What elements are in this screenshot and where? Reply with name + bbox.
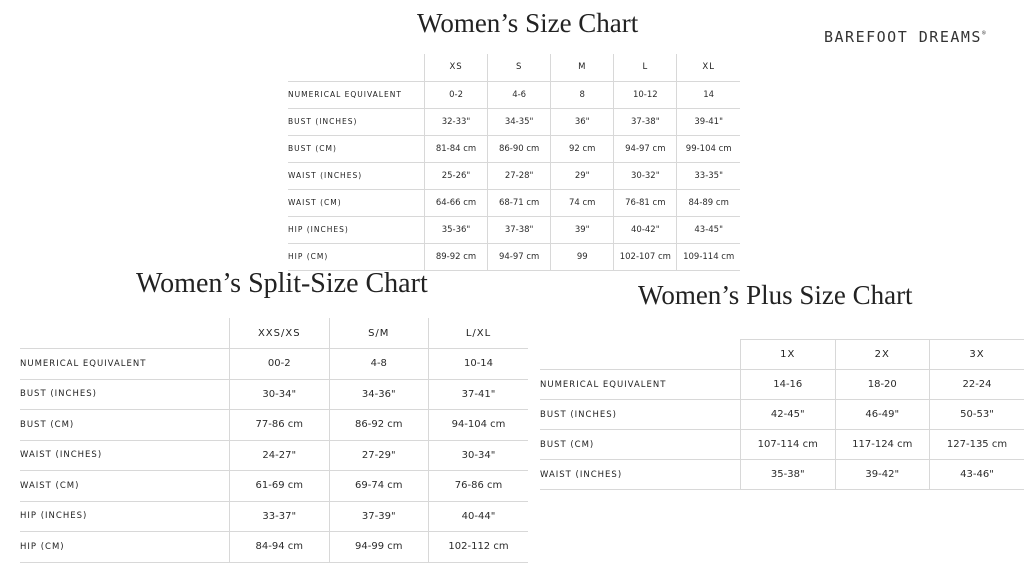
measurement-value: 64-66 cm xyxy=(425,189,488,216)
measurement-value: 10-14 xyxy=(429,349,529,380)
size-column-header: S/M xyxy=(329,318,429,349)
size-column-header: XS xyxy=(425,54,488,81)
measurement-label: NUMERICAL EQUIVALENT xyxy=(540,370,741,400)
measurement-value: 46-49" xyxy=(835,400,930,430)
measurement-value: 42-45" xyxy=(741,400,836,430)
measurement-value: 39" xyxy=(551,216,614,243)
measurement-value: 84-89 cm xyxy=(677,189,740,216)
measurement-value: 84-94 cm xyxy=(230,532,330,563)
measurement-label: BUST (INCHES) xyxy=(20,379,230,410)
measurement-label: NUMERICAL EQUIVALENT xyxy=(20,349,230,380)
size-column-header: XL xyxy=(677,54,740,81)
measurement-value: 102-112 cm xyxy=(429,532,529,563)
table-row xyxy=(540,400,1024,430)
measurement-value: 61-69 cm xyxy=(230,471,330,502)
measurement-value: 4-8 xyxy=(329,349,429,380)
measurement-label: WAIST (CM) xyxy=(288,189,425,216)
measurement-value: 30-34" xyxy=(230,379,330,410)
table-row xyxy=(20,532,528,563)
measurement-value: 35-36" xyxy=(425,216,488,243)
measurement-value: 68-71 cm xyxy=(488,189,551,216)
measurement-value: 40-42" xyxy=(614,216,677,243)
womens-plus-size-chart-title: Women’s Plus Size Chart xyxy=(638,280,913,310)
table-row xyxy=(540,460,1024,490)
size-column-header: L xyxy=(614,54,677,81)
womens-split-size-chart-title: Women’s Split-Size Chart xyxy=(136,268,428,299)
measurement-value: 25-26" xyxy=(425,162,488,189)
measurement-value: 37-41" xyxy=(429,379,529,410)
table-row xyxy=(540,430,1024,460)
measurement-label: BUST (CM) xyxy=(20,410,230,441)
table-row xyxy=(288,81,740,108)
header-corner-cell xyxy=(20,318,230,349)
measurement-label: NUMERICAL EQUIVALENT xyxy=(288,81,425,108)
measurement-value: 36" xyxy=(551,108,614,135)
measurement-value: 77-86 cm xyxy=(230,410,330,441)
measurement-value: 94-104 cm xyxy=(429,410,529,441)
table-row xyxy=(288,216,740,243)
womens-size-table xyxy=(288,54,740,271)
measurement-label: WAIST (INCHES) xyxy=(20,440,230,471)
measurement-value: 43-45" xyxy=(677,216,740,243)
womens-size-chart-title: Women’s Size Chart xyxy=(417,8,639,38)
measurement-value: 22-24 xyxy=(930,370,1024,400)
measurement-label: BUST (CM) xyxy=(540,430,741,460)
measurement-value: 107-114 cm xyxy=(741,430,836,460)
womens-split-size-table xyxy=(20,318,528,563)
table-row xyxy=(288,189,740,216)
measurement-value: 30-32" xyxy=(614,162,677,189)
measurement-value: 76-86 cm xyxy=(429,471,529,502)
measurement-value: 76-81 cm xyxy=(614,189,677,216)
measurement-value: 99-104 cm xyxy=(677,135,740,162)
measurement-value: 50-53" xyxy=(930,400,1024,430)
measurement-value: 81-84 cm xyxy=(425,135,488,162)
measurement-label: HIP (CM) xyxy=(20,532,230,563)
size-header-row xyxy=(288,54,740,81)
measurement-value: 89-92 cm xyxy=(425,243,488,270)
registered-mark: ® xyxy=(981,30,986,37)
measurement-value: 14-16 xyxy=(741,370,836,400)
measurement-value: 24-27" xyxy=(230,440,330,471)
measurement-value: 92 cm xyxy=(551,135,614,162)
measurement-value: 94-99 cm xyxy=(329,532,429,563)
measurement-value: 94-97 cm xyxy=(488,243,551,270)
table-row xyxy=(540,370,1024,400)
measurement-value: 8 xyxy=(551,81,614,108)
measurement-value: 86-90 cm xyxy=(488,135,551,162)
size-column-header: 1X xyxy=(741,340,836,370)
measurement-label: WAIST (CM) xyxy=(20,471,230,502)
table-row xyxy=(20,410,528,441)
table-row xyxy=(288,108,740,135)
measurement-value: 0-2 xyxy=(425,81,488,108)
measurement-value: 10-12 xyxy=(614,81,677,108)
measurement-value: 117-124 cm xyxy=(835,430,930,460)
measurement-value: 43-46" xyxy=(930,460,1024,490)
size-column-header: L/XL xyxy=(429,318,529,349)
measurement-value: 94-97 cm xyxy=(614,135,677,162)
size-column-header: 3X xyxy=(930,340,1024,370)
measurement-value: 27-28" xyxy=(488,162,551,189)
measurement-value: 30-34" xyxy=(429,440,529,471)
measurement-value: 37-38" xyxy=(488,216,551,243)
size-column-header: XXS/XS xyxy=(230,318,330,349)
measurement-value: 35-38" xyxy=(741,460,836,490)
logo-text: BAREFOOT DREAMS xyxy=(824,28,982,46)
table-row xyxy=(20,471,528,502)
measurement-label: BUST (INCHES) xyxy=(540,400,741,430)
measurement-label: WAIST (INCHES) xyxy=(288,162,425,189)
size-column-header: 2X xyxy=(835,340,930,370)
measurement-value: 109-114 cm xyxy=(677,243,740,270)
table-row xyxy=(20,501,528,532)
measurement-value: 32-33" xyxy=(425,108,488,135)
header-corner-cell xyxy=(288,54,425,81)
table-row xyxy=(288,243,740,270)
womens-plus-size-table xyxy=(540,339,1024,490)
measurement-label: BUST (CM) xyxy=(288,135,425,162)
size-header-row xyxy=(540,340,1024,370)
size-header-row xyxy=(20,318,528,349)
measurement-value: 40-44" xyxy=(429,501,529,532)
table-row xyxy=(20,349,528,380)
measurement-label: HIP (INCHES) xyxy=(20,501,230,532)
measurement-value: 18-20 xyxy=(835,370,930,400)
measurement-value: 102-107 cm xyxy=(614,243,677,270)
measurement-value: 33-37" xyxy=(230,501,330,532)
measurement-value: 27-29" xyxy=(329,440,429,471)
measurement-value: 69-74 cm xyxy=(329,471,429,502)
measurement-value: 4-6 xyxy=(488,81,551,108)
table-row xyxy=(288,135,740,162)
measurement-value: 29" xyxy=(551,162,614,189)
measurement-label: WAIST (INCHES) xyxy=(540,460,741,490)
measurement-value: 00-2 xyxy=(230,349,330,380)
table-row xyxy=(288,162,740,189)
table-row xyxy=(20,379,528,410)
size-column-header: S xyxy=(488,54,551,81)
measurement-value: 33-35" xyxy=(677,162,740,189)
measurement-value: 74 cm xyxy=(551,189,614,216)
measurement-value: 127-135 cm xyxy=(930,430,1024,460)
measurement-value: 39-41" xyxy=(677,108,740,135)
measurement-value: 37-38" xyxy=(614,108,677,135)
measurement-value: 86-92 cm xyxy=(329,410,429,441)
measurement-value: 14 xyxy=(677,81,740,108)
measurement-value: 99 xyxy=(551,243,614,270)
measurement-label: HIP (CM) xyxy=(288,243,425,270)
barefoot-dreams-logo xyxy=(824,28,986,46)
table-row xyxy=(20,440,528,471)
measurement-label: HIP (INCHES) xyxy=(288,216,425,243)
measurement-value: 39-42" xyxy=(835,460,930,490)
measurement-value: 34-35" xyxy=(488,108,551,135)
size-column-header: M xyxy=(551,54,614,81)
measurement-label: BUST (INCHES) xyxy=(288,108,425,135)
header-corner-cell xyxy=(540,340,741,370)
measurement-value: 34-36" xyxy=(329,379,429,410)
measurement-value: 37-39" xyxy=(329,501,429,532)
